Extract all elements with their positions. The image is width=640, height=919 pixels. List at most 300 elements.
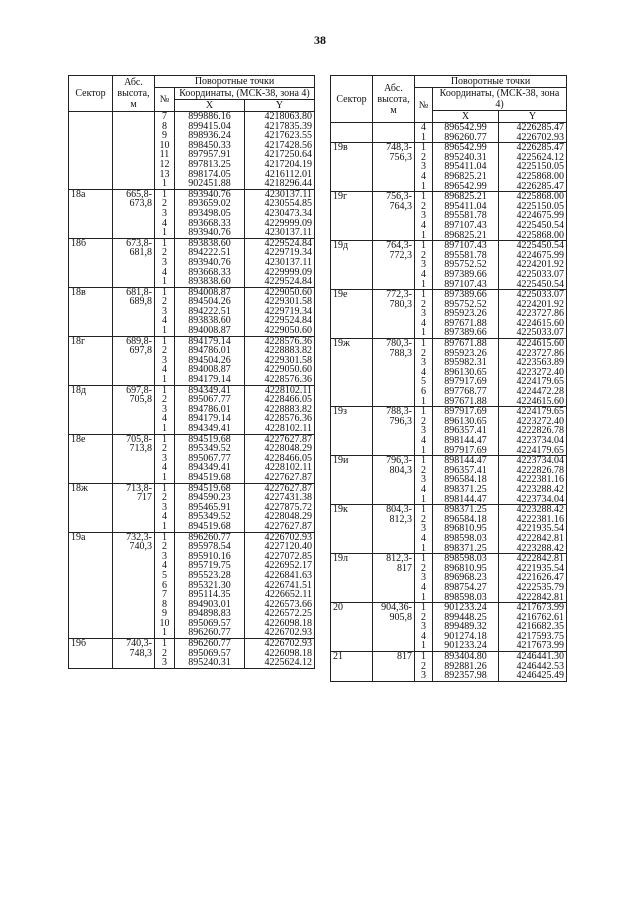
- point-number-cell: [155, 639, 175, 669]
- point-number: 2: [162, 492, 167, 504]
- table-row: [69, 385, 315, 434]
- x-value: 895923.26: [444, 308, 487, 320]
- point-number-cell: [415, 192, 433, 241]
- point-number-cell: [415, 241, 433, 290]
- altitude-cell: [373, 241, 415, 290]
- altitude-line: 780,3-: [386, 338, 412, 350]
- table-row: [69, 189, 315, 238]
- x-value: 894519.68: [188, 471, 231, 483]
- x-value: 898174.05: [188, 168, 231, 180]
- altitude-line: 812,3-: [386, 553, 412, 565]
- x-coordinate-cell: [433, 603, 499, 652]
- point-number-cell: [155, 385, 175, 434]
- altitude-line: 673,8-: [126, 237, 152, 249]
- x-value: 896130.65: [444, 366, 487, 378]
- y-coordinate-cell: [245, 483, 315, 532]
- y-value: 4229524.84: [264, 276, 313, 288]
- y-coordinate-cell: [499, 505, 567, 554]
- point-number: 9: [162, 130, 167, 142]
- altitude-cell: [373, 554, 415, 603]
- y-value: 4227627.87: [264, 471, 313, 483]
- x-value: 895349.52: [188, 511, 231, 523]
- altitude-cell: [373, 339, 415, 407]
- altitude-line: 713,8: [129, 443, 152, 455]
- y-value: 4216762.61: [516, 611, 565, 623]
- y-value: 4225150.05: [516, 161, 565, 173]
- y-value: 4224201.92: [516, 259, 565, 271]
- x-coordinate-cell: [433, 554, 499, 603]
- y-value: 4217250.64: [264, 149, 313, 161]
- x-value: 901233.24: [444, 602, 487, 614]
- point-number: 1: [421, 455, 426, 467]
- altitude-line: 681,8-: [126, 286, 152, 298]
- point-number: 1: [162, 325, 167, 337]
- point-number: 2: [162, 394, 167, 406]
- y-coordinate-cell: [499, 339, 567, 407]
- altitude-cell: [373, 652, 415, 682]
- altitude-line: 772,3-: [386, 289, 412, 301]
- y-value: 4228576.36: [264, 374, 313, 386]
- x-value: 894519.68: [188, 482, 231, 494]
- y-value: 4228102.11: [264, 462, 313, 474]
- y-value: 4224675.99: [516, 210, 565, 222]
- sector-cell: 18д: [69, 385, 113, 434]
- x-value: 894349.41: [188, 384, 231, 396]
- x-value: 899489.32: [444, 621, 487, 633]
- altitude-line: 673,8: [129, 198, 152, 210]
- y-value: 4223288.42: [516, 504, 565, 516]
- point-number-cell: [415, 652, 433, 682]
- x-coordinate-cell: [175, 238, 245, 287]
- point-number: 4: [421, 630, 426, 642]
- x-value: 893838.60: [188, 237, 231, 249]
- table-row: [331, 456, 567, 505]
- x-value: 901274.18: [444, 630, 487, 642]
- point-number: 4: [421, 581, 426, 593]
- header-sector: Сектор: [69, 76, 113, 112]
- y-value: 4225624.12: [516, 151, 565, 163]
- point-number-cell: [155, 238, 175, 287]
- y-value: 4216682.35: [516, 621, 565, 633]
- x-value: 898371.25: [444, 504, 487, 516]
- altitude-line: 904,36-: [381, 602, 412, 614]
- point-number: 4: [421, 122, 426, 133]
- y-value: 4218296.44: [264, 178, 313, 190]
- y-value: 4226702.93: [264, 638, 313, 650]
- y-value: 4229050.60: [264, 286, 313, 298]
- point-number: 2: [421, 660, 426, 672]
- x-value: 896260.77: [188, 627, 231, 639]
- y-value: 4224675.99: [516, 249, 565, 261]
- altitude-cell: [113, 112, 155, 190]
- y-value: 4226285.47: [516, 180, 565, 192]
- point-number: 4: [421, 483, 426, 495]
- y-value: 4226652.11: [264, 589, 313, 601]
- y-value: 4227627.87: [264, 482, 313, 494]
- altitude-line: 740,3-: [126, 638, 152, 650]
- header-altitude: Абс. высота, м: [373, 76, 415, 123]
- sector-cell: 19и: [331, 456, 373, 505]
- y-value: 4223563.89: [516, 357, 565, 369]
- y-value: 4226702.93: [264, 627, 313, 639]
- y-value: 4228102.11: [264, 423, 313, 434]
- y-value: 4226702.93: [264, 531, 313, 543]
- y-value: 4227627.87: [264, 433, 313, 445]
- x-value: 895240.31: [188, 657, 231, 669]
- x-value: 897389.66: [444, 289, 487, 301]
- point-number: 1: [421, 338, 426, 350]
- point-number: 2: [162, 198, 167, 210]
- y-value: 4227431.38: [264, 492, 313, 504]
- x-value: 894008.87: [188, 325, 231, 337]
- point-number: 4: [162, 413, 167, 425]
- y-value: 4230137.11: [264, 227, 313, 239]
- x-value: 897389.66: [444, 327, 487, 339]
- x-coordinate-cell: [175, 483, 245, 532]
- x-value: 898371.25: [444, 483, 487, 495]
- x-coordinate-cell: [175, 532, 245, 639]
- y-value: 4221935.54: [516, 562, 565, 574]
- y-value: 4229999.09: [264, 217, 313, 229]
- y-value: 4229719.34: [264, 247, 313, 259]
- y-value: 4223734.04: [516, 493, 565, 505]
- x-value: 895240.31: [444, 151, 487, 163]
- x-value: 897813.25: [188, 158, 231, 170]
- y-value: 4222381.16: [516, 474, 565, 486]
- x-value: 895321.30: [188, 579, 231, 591]
- sector-cell: 19ж: [331, 339, 373, 407]
- point-number-cell: [155, 287, 175, 336]
- table-row: [69, 434, 315, 483]
- y-value: 4246442.53: [516, 660, 565, 672]
- y-coordinate-cell: [499, 143, 567, 192]
- x-value: 894349.41: [188, 423, 231, 434]
- x-value: 895581.78: [444, 210, 487, 222]
- y-value: 4225450.54: [516, 219, 565, 231]
- altitude-line: 764,3-: [386, 240, 412, 252]
- altitude-line: 681,8: [129, 247, 152, 259]
- y-value: 4224615.60: [516, 395, 565, 407]
- sector-cell: 18г: [69, 336, 113, 385]
- point-number: 4: [162, 560, 167, 572]
- point-number: 3: [162, 305, 167, 317]
- x-value: 893940.76: [188, 256, 231, 268]
- x-value: 894903.01: [188, 598, 231, 610]
- y-value: 4230137.11: [264, 256, 313, 268]
- x-coordinate-cell: [433, 456, 499, 505]
- point-number: 1: [162, 286, 167, 298]
- y-value: 4226572.25: [264, 608, 313, 620]
- y-coordinate-cell: [245, 238, 315, 287]
- y-coordinate-cell: [245, 532, 315, 639]
- altitude-cell: [373, 407, 415, 456]
- point-number: 3: [162, 403, 167, 415]
- sector-cell: 19а: [69, 532, 113, 639]
- point-number: 5: [421, 376, 426, 388]
- x-value: 899448.25: [444, 611, 487, 623]
- x-value: 895982.31: [444, 357, 487, 369]
- point-number-cell: [415, 505, 433, 554]
- x-value: 901233.24: [444, 640, 487, 652]
- x-value: 894008.87: [188, 286, 231, 298]
- x-value: 892357.98: [444, 670, 487, 682]
- y-value: 4222842.81: [516, 532, 565, 544]
- x-value: 895523.28: [188, 569, 231, 581]
- y-value: 4226098.18: [264, 617, 313, 629]
- x-value: 895465.91: [188, 501, 231, 513]
- point-number: 1: [421, 289, 426, 301]
- point-number: 3: [162, 657, 167, 669]
- y-value: 4228576.36: [264, 335, 313, 347]
- point-number: 3: [162, 354, 167, 366]
- x-value: 892881.26: [444, 660, 487, 672]
- y-value: 4227120.40: [264, 541, 313, 553]
- point-number: 10: [159, 139, 170, 151]
- y-value: 4223272.40: [516, 415, 565, 427]
- y-coordinate-cell: [499, 652, 567, 682]
- y-value: 4227072.85: [264, 550, 313, 562]
- y-value: 4222826.78: [516, 425, 565, 437]
- point-number: 1: [162, 482, 167, 494]
- table-row: [69, 238, 315, 287]
- y-value: 4222826.78: [516, 464, 565, 476]
- table-row: [69, 112, 315, 190]
- x-value: 897671.88: [444, 338, 487, 350]
- x-value: 894519.68: [188, 433, 231, 445]
- y-coordinate-cell: [245, 336, 315, 385]
- table-row: [331, 241, 567, 290]
- x-coordinate-cell: [433, 290, 499, 339]
- y-value: 4225033.07: [516, 289, 565, 301]
- x-value: 893498.05: [188, 207, 231, 219]
- point-number: 1: [162, 384, 167, 396]
- point-number: 3: [421, 621, 426, 633]
- header-coordinates: Координаты, (МСК-38, зона 4): [433, 88, 567, 111]
- y-value: 4229524.84: [264, 315, 313, 327]
- y-value: 4226952.17: [264, 560, 313, 572]
- altitude-line: 788,3-: [386, 406, 412, 418]
- y-value: 4225868.00: [516, 191, 565, 203]
- point-number: 1: [162, 374, 167, 386]
- altitude-line: 740,3: [129, 541, 152, 553]
- sector-cell: 18в: [69, 287, 113, 336]
- point-number: 4: [162, 266, 167, 278]
- sector-cell: 19з: [331, 407, 373, 456]
- coordinates-table-right: [330, 75, 567, 682]
- point-number: 1: [421, 493, 426, 505]
- x-coordinate-cell: [433, 339, 499, 407]
- altitude-line: 780,3: [389, 298, 412, 310]
- point-number-cell: [415, 456, 433, 505]
- y-value: 4217623.55: [264, 130, 313, 142]
- x-value: 894008.87: [188, 364, 231, 376]
- x-value: 894519.68: [188, 520, 231, 532]
- point-number: 2: [421, 200, 426, 212]
- altitude-cell: [373, 192, 415, 241]
- x-value: 895349.52: [188, 443, 231, 455]
- point-number: 2: [421, 298, 426, 310]
- x-value: 895719.75: [188, 560, 231, 572]
- x-value: 893659.02: [188, 198, 231, 210]
- point-number: 4: [162, 462, 167, 474]
- y-value: 4230554.85: [264, 198, 313, 210]
- y-value: 4223734.04: [516, 455, 565, 467]
- altitude-line: 717: [137, 492, 152, 504]
- x-value: 897957.91: [188, 149, 231, 161]
- y-value: 4225450.54: [516, 240, 565, 252]
- altitude-line: 732,3-: [126, 531, 152, 543]
- point-number: 3: [421, 425, 426, 437]
- y-value: 4228102.11: [264, 384, 313, 396]
- altitude-line: 748,3: [129, 647, 152, 659]
- x-value: 894504.26: [188, 296, 231, 308]
- coordinates-table-left: [68, 75, 315, 669]
- point-number: 4: [421, 366, 426, 378]
- altitude-line: 817: [397, 651, 412, 663]
- y-value: 4228466.05: [264, 452, 313, 464]
- x-value: 893838.60: [188, 276, 231, 288]
- x-value: 894590.23: [188, 492, 231, 504]
- y-value: 4227875.72: [264, 501, 313, 513]
- y-value: 4229050.60: [264, 364, 313, 376]
- x-value: 896260.77: [188, 531, 231, 543]
- x-value: 896825.21: [444, 170, 487, 182]
- table-row: [331, 652, 567, 682]
- x-coordinate-cell: [175, 189, 245, 238]
- x-coordinate-cell: [433, 192, 499, 241]
- x-value: 897389.66: [444, 268, 487, 280]
- point-number: 10: [159, 617, 170, 629]
- y-value: 4217835.39: [264, 120, 313, 132]
- y-value: 4228576.36: [264, 413, 313, 425]
- sector-cell: 20: [331, 603, 373, 652]
- y-value: 4229301.58: [264, 354, 313, 366]
- y-value: 4226841.63: [264, 569, 313, 581]
- point-number: 3: [421, 308, 426, 320]
- point-number: 1: [162, 531, 167, 543]
- x-value: 896260.77: [188, 638, 231, 650]
- point-number: 9: [162, 608, 167, 620]
- table-row: [69, 639, 315, 669]
- y-value: 4226285.47: [516, 122, 565, 133]
- x-value: 898371.25: [444, 542, 487, 554]
- table-row: [331, 554, 567, 603]
- point-number-cell: [155, 336, 175, 385]
- point-number: 2: [162, 296, 167, 308]
- x-value: 895581.78: [444, 249, 487, 261]
- header-turning-points: Поворотные точки: [155, 76, 315, 88]
- y-value: 4217593.75: [516, 630, 565, 642]
- point-number: 3: [421, 210, 426, 222]
- y-value: 4225624.12: [264, 657, 313, 669]
- x-value: 896542.99: [444, 180, 487, 192]
- x-value: 898598.03: [444, 532, 487, 544]
- y-coordinate-cell: [499, 456, 567, 505]
- x-value: 896584.18: [444, 474, 487, 486]
- point-number-cell: [155, 112, 175, 190]
- altitude-cell: [373, 456, 415, 505]
- x-coordinate-cell: [433, 123, 499, 143]
- altitude-line: 817: [397, 562, 412, 574]
- sector-cell: 18а: [69, 189, 113, 238]
- point-number: 3: [421, 357, 426, 369]
- y-value: 4222842.81: [516, 553, 565, 565]
- point-number: 12: [159, 158, 170, 170]
- x-value: 895910.16: [188, 550, 231, 562]
- sector-cell: 19д: [331, 241, 373, 290]
- point-number: 1: [162, 188, 167, 200]
- y-value: 4223288.42: [516, 483, 565, 495]
- x-value: 895114.35: [188, 589, 231, 601]
- x-value: 894786.01: [188, 403, 231, 415]
- altitude-line: 748,3-: [386, 142, 412, 154]
- y-value: 4246425.49: [516, 670, 565, 682]
- x-coordinate-cell: [175, 639, 245, 669]
- y-value: 4217204.19: [264, 158, 313, 170]
- y-coordinate-cell: [499, 123, 567, 143]
- table-row: [331, 123, 567, 143]
- point-number: 2: [162, 443, 167, 455]
- point-number: 1: [421, 651, 426, 663]
- header-coordinates: Координаты, (МСК-38, зона 4): [175, 88, 315, 100]
- altitude-cell: [373, 143, 415, 192]
- x-value: 894222.51: [188, 247, 231, 259]
- y-value: 4223734.04: [516, 435, 565, 446]
- point-number: 1: [421, 180, 426, 192]
- x-value: 896810.95: [444, 523, 487, 535]
- x-value: 894179.14: [188, 413, 231, 425]
- x-value: 895067.77: [188, 394, 231, 406]
- point-number: 2: [421, 249, 426, 261]
- point-number: 1: [162, 423, 167, 434]
- header-altitude: Абс. высота, м: [113, 76, 155, 112]
- y-coordinate-cell: [245, 434, 315, 483]
- point-number: 1: [162, 178, 167, 190]
- point-number: 11: [159, 149, 170, 161]
- x-value: 896584.18: [444, 513, 487, 525]
- point-number-cell: [415, 123, 433, 143]
- point-number: 3: [162, 452, 167, 464]
- y-value: 4226702.93: [516, 131, 565, 143]
- y-value: 4225033.07: [516, 268, 565, 280]
- x-value: 896260.77: [444, 131, 487, 143]
- x-value: 894179.14: [188, 374, 231, 386]
- point-number: 3: [162, 207, 167, 219]
- point-number: 1: [421, 504, 426, 516]
- x-coordinate-cell: [433, 241, 499, 290]
- y-coordinate-cell: [499, 407, 567, 456]
- point-number-cell: [415, 290, 433, 339]
- page-number: 38: [314, 33, 326, 47]
- point-number: 1: [421, 131, 426, 143]
- point-number: 6: [162, 579, 167, 591]
- y-value: 4226285.47: [516, 142, 565, 154]
- point-number: 1: [421, 191, 426, 203]
- altitude-line: 713,8-: [126, 482, 152, 494]
- altitude-line: 764,3: [389, 200, 412, 212]
- table-body: [331, 123, 567, 682]
- altitude-line: 772,3: [389, 249, 412, 261]
- point-number: 1: [162, 471, 167, 483]
- y-coordinate-cell: [499, 241, 567, 290]
- x-value: 897107.43: [444, 219, 487, 231]
- sector-cell: 19к: [331, 505, 373, 554]
- altitude-line: 697,8: [129, 345, 152, 357]
- y-value: 4224179.65: [516, 376, 565, 388]
- point-number: 1: [162, 335, 167, 347]
- point-number: 1: [421, 602, 426, 614]
- point-number-cell: [415, 339, 433, 407]
